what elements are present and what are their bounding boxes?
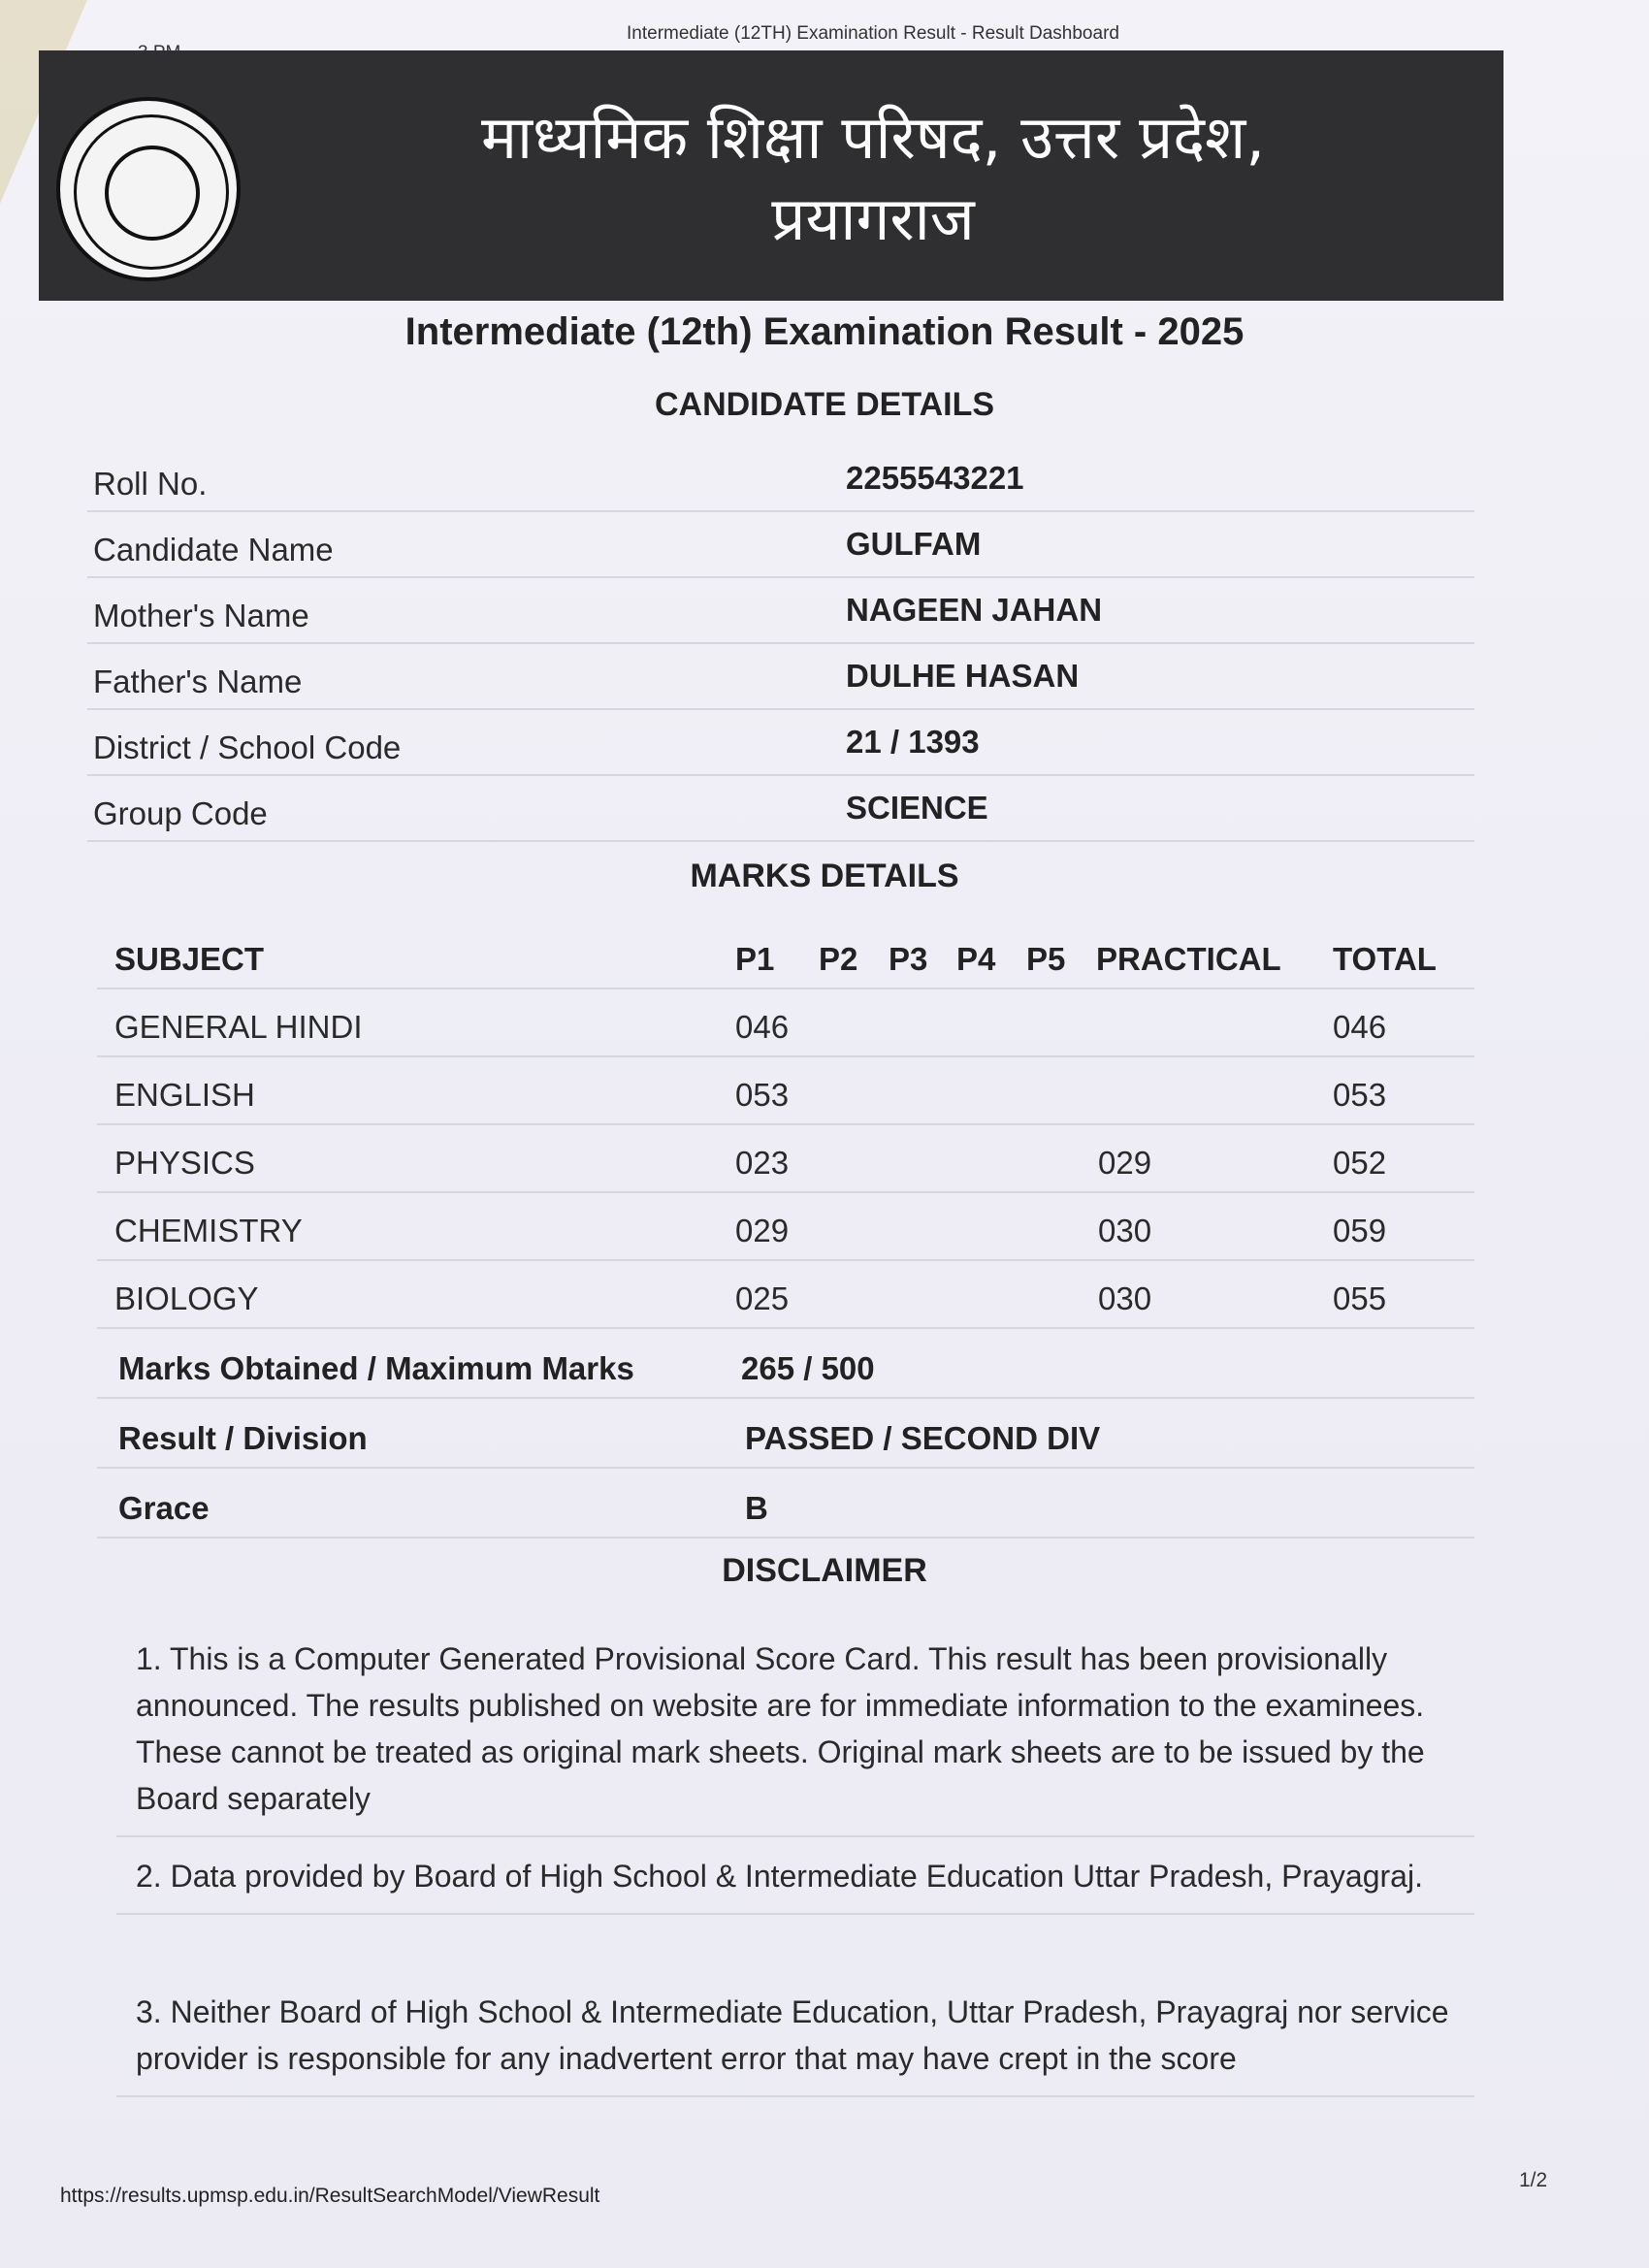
grace-row: [97, 1469, 1474, 1539]
table-row: [97, 1191, 1474, 1261]
table-row: [97, 1259, 1474, 1329]
p1-cell: 025: [735, 1280, 790, 1316]
summary-label: Marks Obtained / Maximum Marks: [118, 1350, 634, 1386]
col-total: TOTAL: [1333, 941, 1437, 977]
summary-label: Grace: [118, 1490, 210, 1526]
field-value: 21 / 1393: [846, 724, 980, 760]
field-label: Roll No.: [93, 466, 208, 502]
disclaimer-item: 3. Neither Board of High School & Intermediate Education, Uttar Pradesh, Prayagraj nor service provider is responsible for any inadvertent error that may have crept in the score: [116, 1975, 1474, 2097]
p1-cell: 046: [735, 1009, 790, 1045]
p1-cell: 029: [735, 1213, 790, 1248]
total-cell: 059: [1333, 1213, 1387, 1248]
table-row: [97, 1123, 1474, 1193]
subject-cell: ENGLISH: [114, 1077, 255, 1113]
candidate-row-mother: [87, 576, 1474, 644]
summary-value: B: [745, 1490, 768, 1526]
field-label: Group Code: [93, 795, 268, 831]
candidate-row-name: [87, 510, 1474, 578]
field-value: DULHE HASAN: [846, 658, 1080, 694]
result-title: Intermediate (12th) Examination Result - 2025: [404, 310, 1245, 353]
field-label: Father's Name: [93, 664, 303, 699]
practical-cell: 029: [1098, 1145, 1152, 1181]
marks-obtained-row: [97, 1329, 1474, 1399]
marks-details-heading: MARKS DETAILS: [690, 858, 959, 894]
summary-value: PASSED / SECOND DIV: [745, 1420, 1101, 1456]
disclaimer-heading: DISCLAIMER: [722, 1552, 927, 1589]
field-label: Mother's Name: [93, 598, 309, 633]
marks-header-row: [97, 920, 1474, 989]
total-cell: 052: [1333, 1145, 1387, 1181]
table-row: [97, 988, 1474, 1057]
candidate-details-heading: CANDIDATE DETAILS: [654, 386, 995, 423]
total-cell: 055: [1333, 1280, 1387, 1316]
field-value: NAGEEN JAHAN: [846, 592, 1103, 628]
field-value: SCIENCE: [846, 790, 988, 826]
summary-value: 265 / 500: [741, 1350, 875, 1386]
practical-cell: 030: [1098, 1213, 1152, 1248]
print-page-title: Intermediate (12TH) Examination Result - Result Dashboard: [627, 23, 1119, 44]
col-p3: P3: [889, 941, 928, 977]
emblem-center: [105, 146, 200, 241]
subject-cell: CHEMISTRY: [114, 1213, 303, 1248]
field-value: 2255543221: [846, 460, 1024, 496]
p1-cell: 023: [735, 1145, 790, 1181]
disclaimer-item: 1. This is a Computer Generated Provisional Score Card. This result has been provisionally announced. The results published on website are for immediate information to the examinees. These cannot be treated as original mark sheets. Original mark sheets are to be issued by the Board separately: [116, 1622, 1474, 1837]
total-cell: 053: [1333, 1077, 1387, 1113]
candidate-row-father: [87, 642, 1474, 710]
col-p1: P1: [735, 941, 775, 977]
board-name-line2: प्रयागराज: [771, 183, 975, 254]
practical-cell: 030: [1098, 1280, 1152, 1316]
total-cell: 046: [1333, 1009, 1387, 1045]
subject-cell: PHYSICS: [114, 1145, 255, 1181]
field-value: GULFAM: [846, 526, 982, 562]
table-row: [97, 1055, 1474, 1125]
field-label: District / School Code: [93, 729, 402, 765]
subject-cell: GENERAL HINDI: [114, 1009, 363, 1045]
candidate-row-roll-no: [87, 444, 1474, 512]
disclaimer-item: 2. Data provided by Board of High School & Intermediate Education Uttar Pradesh, Prayagraj.: [116, 1839, 1474, 1915]
candidate-row-group: [87, 774, 1474, 842]
col-practical: PRACTICAL: [1096, 941, 1281, 977]
result-division-row: [97, 1399, 1474, 1469]
up-state-emblem-icon: [56, 97, 241, 281]
subject-cell: BIOLOGY: [114, 1280, 259, 1316]
col-p2: P2: [819, 941, 858, 977]
field-label: Candidate Name: [93, 532, 334, 567]
col-p5: P5: [1026, 941, 1066, 977]
col-p4: P4: [956, 941, 996, 977]
summary-label: Result / Division: [118, 1420, 368, 1456]
page-url: https://results.upmsp.edu.in/ResultSearchModel/ViewResult: [60, 2185, 600, 2207]
page-number: 1/2: [1519, 2169, 1548, 2191]
p1-cell: 053: [735, 1077, 790, 1113]
board-name-line1: माध्यमिक शिक्षा परिषद, उत्तर प्रदेश,: [480, 102, 1266, 173]
candidate-row-district-school: [87, 708, 1474, 776]
board-name: [291, 97, 1455, 260]
col-subject: SUBJECT: [114, 941, 265, 977]
